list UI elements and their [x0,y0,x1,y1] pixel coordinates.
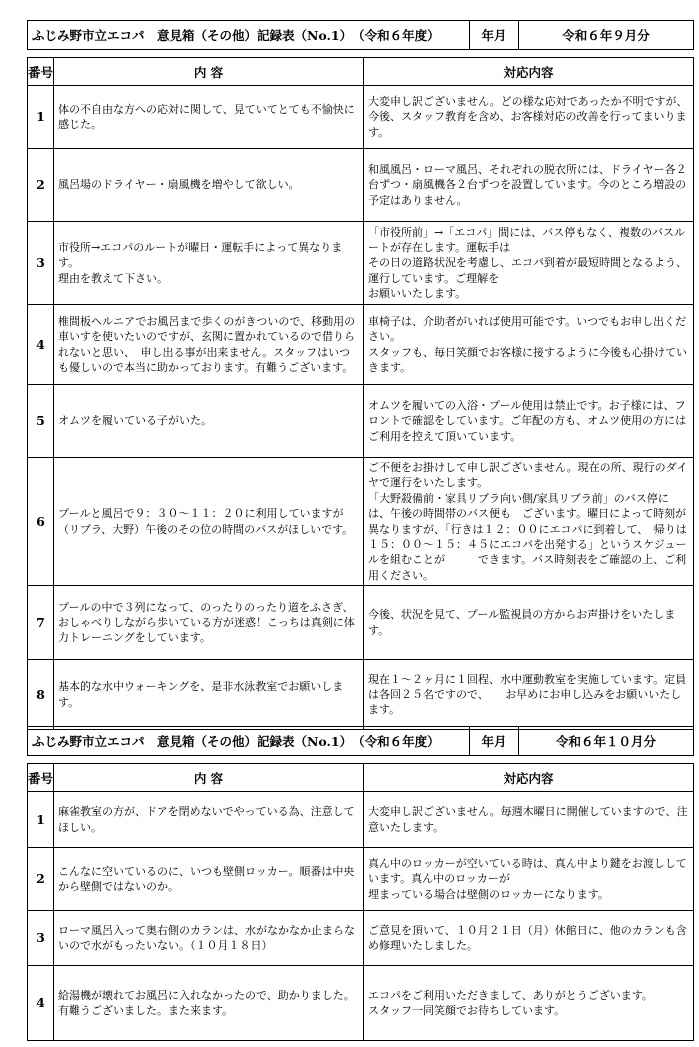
section-2-period-label: 年月 [470,727,519,755]
row-content: 麻雀教室の方が、ドアを閉めないでやっている為、注意してほしい。 [54,792,364,848]
section-1-period-label: 年月 [470,21,519,49]
row-number: 3 [28,911,54,966]
table-row [28,660,694,730]
table-row [28,792,694,848]
row-content: 体の不自由な方への応対に関して、見ていてとても不愉快に感じた。 [54,86,364,149]
table-row [28,848,694,911]
table-row [28,149,694,222]
section-2-table [27,763,694,1041]
row-response: 現在１～２ヶ月に１回程、水中運動教室を実施しています。定員は各回２５名ですので、 お早めにお申し込みをお願いいたします。 [364,660,694,730]
table-row [28,911,694,966]
row-content: 基本的な水中ウォーキングを、是非水泳教室でお願いします。 [54,660,364,730]
table-header-row [28,764,694,792]
row-number: 5 [28,385,54,458]
section-1-title: ふじみ野市立エコパ 意見箱（その他）記録表（No.1） （令和６年度） [28,21,470,49]
row-response: 車椅子は、介助者がいれば使用可能です。いつでもお申し出ください。 スタッフも、毎日笑顔でお客様に接するように今後も心掛けていきます。 [364,305,694,385]
table-row [28,86,694,149]
row-number: 2 [28,848,54,911]
row-number: 1 [28,86,54,149]
row-response: ご意見を頂いて、１０月２１日（月）休館日に、他のカランも含め修理いたしました。 [364,911,694,966]
row-content: オムツを履いている子がいた。 [54,385,364,458]
section-2-title: ふじみ野市立エコパ 意見箱（その他）記録表（No.1） （令和６年度） [28,727,470,755]
header-content: 内 容 [54,764,364,792]
row-response: ご不便をお掛けして申し訳ございません。現在の所、現行のダイヤで運行をいたします。 「大野殺備前・家具リブラ向い側/家具リブラ前」のバス停には、午後の時間帯のバス便も ございます。曜日によって時刻が異なりますが、「行きは１２：００にエコパに到着して、 帰りは１５：００～１５：４５にエコパを出発する」というスケジュールを組むことが できます。バス時刻表をご確認の上、ご利用ください。 [364,458,694,586]
row-content: プールと風呂で９：３０～１１：２０に利用していますが（リブラ、大野）午後のその位の時間のバスがほしいです。 [54,458,364,586]
row-content: 椎間板ヘルニアでお風呂まで歩くのがきついので、移動用の車いすを使いたいのですが、玄関に置かれているので借りられないと思い、 申し出る事が出来ません。スタッフはいつも優しいので本当に助かっております。有難うございます。 [54,305,364,385]
section-1-header [27,20,694,50]
section-2-header [27,726,694,756]
table-header-row [28,58,694,86]
table-row [28,966,694,1041]
section-1-period-value: 令和６年９月分 [562,28,650,43]
row-number: 4 [28,305,54,385]
row-content: 市役所→エコパのルートが曜日・運転手によって異なります。 理由を教えて下さい。 [54,222,364,305]
row-number: 6 [28,458,54,586]
row-number: 3 [28,222,54,305]
row-response: 大変申し訳ございません。どの様な応対であったか不明ですが、今後、スタッフ教育を含め、お客様対応の改善を行ってまいります。 [364,86,694,149]
header-response: 対応内容 [364,764,694,792]
row-response: オムツを履いての入浴・プール使用は禁止です。お子様には、フロントで確認をしています。ご年配の方も、オムツ使用の方にはご利用を控えて頂いています。 [364,385,694,458]
table-row [28,222,694,305]
row-content: 風呂場のドライヤー・扇風機を増やして欲しい。 [54,149,364,222]
row-content: プールの中で３列になって、のったりのったり道をふさぎ、おしゃべりしながら歩いている方が迷惑！こっちは真剣に体力トレーニングをしています。 [54,586,364,660]
table-row [28,385,694,458]
row-number: 1 [28,792,54,848]
row-content: 給湯機が壊れてお風呂に入れなかったので、助かりました。 有難うございました。また来ます。 [54,966,364,1041]
table-row [28,458,694,586]
row-number: 8 [28,660,54,730]
row-content: こんなに空いているのに、いつも壁側ロッカー。順番は中央から壁側ではないのか。 [54,848,364,911]
row-number: 4 [28,966,54,1041]
table-row [28,305,694,385]
row-response: 真ん中のロッカーが空いている時は、真ん中より鍵をお渡ししています。真ん中のロッカーが 埋まっている場合は壁側のロッカーになります。 [364,848,694,911]
row-number: 2 [28,149,54,222]
header-no: 番号 [28,764,54,792]
row-response: 大変申し訳ございません。毎週木曜日に開催していますので、注意いたします。 [364,792,694,848]
row-response: エコパをご利用いただきまして、ありがとうございます。 スタッフ一同笑顔でお待ちしています。 [364,966,694,1041]
header-response: 対応内容 [364,58,694,86]
row-response: 「市役所前」→「エコパ」間には、バス停もなく、複数のバスルートが存在します。運転手は その日の道路状況を考慮し、エコパ到着が最短時間となるよう、運行しています。ご理解を お願いいたします。 [364,222,694,305]
row-content: ローマ風呂入って奥右側のカランは、水がなかなか止まらないので水がもったいない。（１０月１８日） [54,911,364,966]
section-1-table [27,57,694,730]
row-response: 和風風呂・ローマ風呂、それぞれの脱衣所には、ドライヤー各２台ずつ・扇風機各２台ずつを設置しています。今のところ増設の予定はありません。 [364,149,694,222]
header-content: 内 容 [54,58,364,86]
table-row [28,586,694,660]
header-no: 番号 [28,58,54,86]
row-number: 7 [28,586,54,660]
row-response: 今後、状況を見て、プール監視員の方からお声掛けをいたします。 [364,586,694,660]
section-2-period-value: 令和６年１０月分 [555,734,656,749]
